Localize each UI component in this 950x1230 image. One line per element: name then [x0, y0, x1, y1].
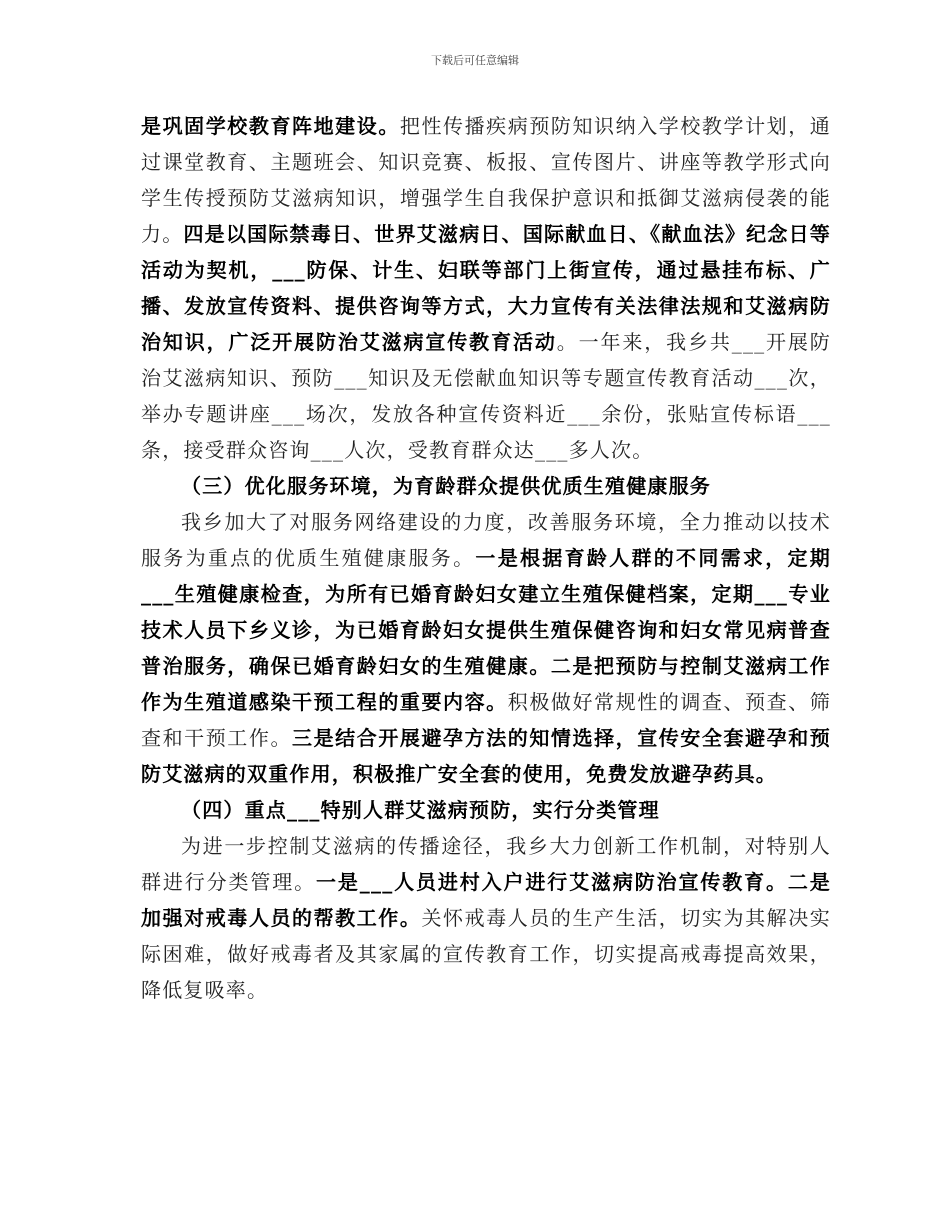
page-header: 下载后可任意编辑: [431, 54, 519, 67]
normal-sentence: 关怀戒毒人员的生产生活，切实为其解决实际困难，做好戒毒者及其家属的宣传教育工作，切实提高戒毒提高效果，降低复吸率。: [141, 906, 831, 1002]
document-body: [141, 108, 831, 1008]
normal-sentence: 积极做好常规性的调查、预查、筛查和干预工作。: [141, 690, 832, 750]
paragraph-school-publicity: [141, 108, 831, 468]
bold-sentence: 一是根据育龄人群的不同需求，定期___生殖健康检查，为所有已婚育龄妇女建立生殖保健档案，定期___专业技术人员下乡义诊，为已婚育龄妇女提供生殖保健咨询和妇女常见病普查普治服务，确保已婚育龄妇女的生殖健康。二是把预防与控制艾滋病工作作为生殖道感染干预工程的重要内容。: [141, 546, 832, 714]
section-heading-4: （四）重点___特别人群艾滋病预防，实行分类管理: [181, 798, 660, 822]
normal-sentence: 把性传播疾病预防知识纳入学校教学计划，通过课堂教育、主题班会、知识竞赛、板报、宣传图片、讲座等教学形式向学生传授预防艾滋病知识，增强学生自我保护意识和抵御艾滋病侵袭的能力。: [141, 114, 831, 246]
bold-sentence: 一是___人员进村入户进行艾滋病防治宣传教育。二是加强对戒毒人员的帮教工作。: [141, 870, 831, 930]
normal-sentence: 为进一步控制艾滋病的传播途径，我乡大力创新工作机制，对特别人群进行分类管理。: [141, 834, 831, 894]
bold-sentence: 是巩固学校教育阵地建设。: [141, 114, 400, 138]
bold-sentence: 四是以国际禁毒日、世界艾滋病日、国际献血日、《献血法》纪念日等活动为契机，___防保、计生、妇联等部门上街宣传，通过悬挂布标、广播、发放宣传资料、提供咨询等方式，大力宣传有关法律法规和艾滋病防治知识，广泛开展防治艾滋病宣传教育活动: [141, 222, 832, 354]
paragraph-special-groups: [141, 828, 831, 1008]
section-heading-3: （三）优化服务环境，为育龄群众提供优质生殖健康服务: [181, 474, 711, 498]
normal-sentence: 我乡加大了对服务网络建设的力度，改善服务环境，全力推动以技术服务为重点的优质生殖健康服务。: [141, 510, 831, 570]
normal-sentence: 。一年来，我乡共___开展防治艾滋病知识、预防___知识及无偿献血知识等专题宣传教育活动___次，举办专题讲座___场次，发放各种宣传资料近___余份，张贴宣传标语___条，接受群众咨询___人次，受教育群众达___多人次。: [141, 330, 831, 462]
paragraph-service-environment: [141, 504, 831, 792]
bold-sentence: 三是结合开展避孕方法的知情选择，宣传安全套避孕和预防艾滋病的双重作用，积极推广安全套的使用，免费发放避孕药具。: [141, 726, 832, 786]
